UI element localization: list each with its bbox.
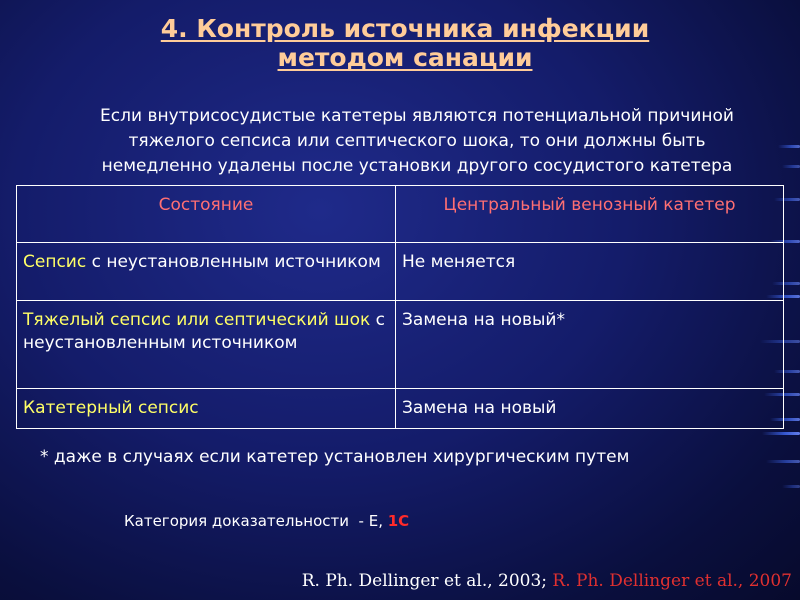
state-cell — [17, 301, 396, 389]
state-highlight: Катетерный сепсис — [23, 398, 199, 418]
category-sep: - Е, — [349, 512, 388, 530]
table-row — [17, 301, 784, 389]
table-header-row — [17, 186, 784, 243]
state-cell — [17, 243, 396, 301]
intro-line-2: тяжелого сепсиса или септического шока, то они должны быть — [128, 131, 706, 151]
category-grade: 1C — [387, 512, 410, 530]
state-cell — [17, 389, 396, 429]
evidence-category — [124, 512, 409, 530]
state-highlight: Тяжелый сепсис или септический шок — [23, 310, 371, 330]
action-cell: Замена на новый* — [396, 301, 784, 389]
references — [302, 571, 792, 591]
category-label: Категория доказательности — [124, 512, 350, 530]
intro-line-3: немедленно удалены после установки другого сосудистого катетера — [101, 156, 733, 176]
state-rest: с неустановленным источником — [23, 310, 386, 353]
state-highlight: Сепсис — [23, 252, 87, 272]
action-cell: Не меняется — [396, 243, 784, 301]
header-state: Состояние — [17, 186, 396, 243]
slide-title — [0, 14, 800, 72]
catheter-table — [16, 185, 784, 429]
title-line-2: методом санации — [277, 43, 533, 72]
action-cell: Замена на новый — [396, 389, 784, 429]
table-row — [17, 389, 784, 429]
intro-paragraph — [42, 104, 792, 179]
intro-line-1: Если внутрисосудистые катетеры являются потенциальной причиной — [100, 106, 734, 126]
header-cvc: Центральный венозный катетер — [396, 186, 784, 243]
footnote: * даже в случаях если катетер установлен хирургическим путем — [40, 447, 630, 467]
title-line-1: 4. Контроль источника инфекции — [160, 14, 650, 43]
state-rest: с неустановленным источником — [86, 252, 381, 272]
reference-2003: R. Ph. Dellinger et al., 2003; — [301, 571, 553, 591]
table-row — [17, 243, 784, 301]
reference-2007: R. Ph. Dellinger et al., 2007 — [552, 571, 792, 591]
